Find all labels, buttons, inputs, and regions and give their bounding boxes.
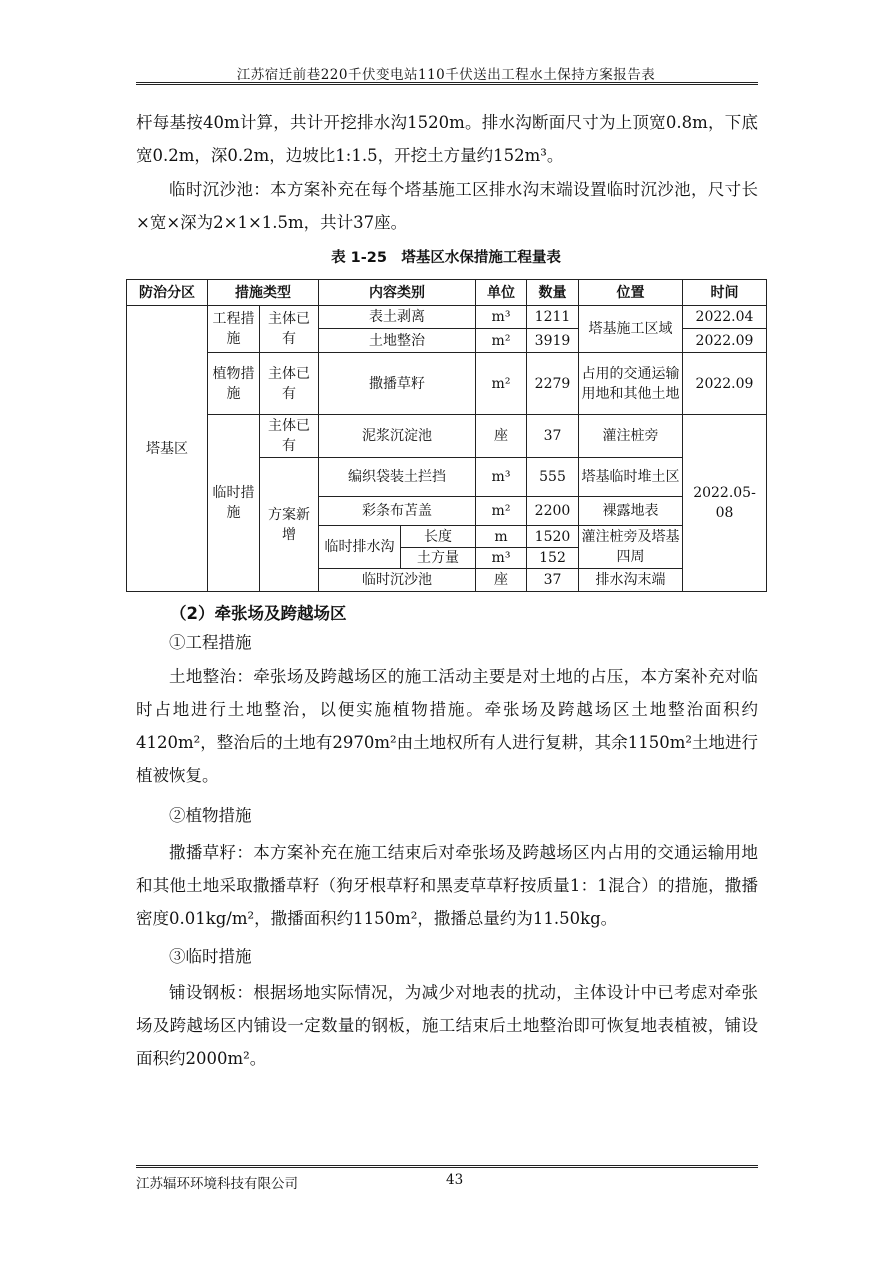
- qty-cell: 37: [527, 415, 579, 458]
- col-header-time: 时间: [683, 280, 767, 306]
- content-cell: 表土剥离: [319, 306, 476, 329]
- sub-content-cell: 土方量: [401, 548, 476, 569]
- zone-cell: 塔基区: [127, 306, 208, 592]
- category-engineering: 工程措施: [208, 306, 260, 353]
- qty-cell: 555: [527, 458, 579, 497]
- paragraph-grass-seeding: 撒播草籽：本方案补充在施工结束后对牵张场及跨越场区内占用的交通运输用地和其他土地采取撒播草籽（狗牙根草籽和黑麦草草籽按质量1：1混合）的措施，撒播密度0.01kg/m²，撒播面积约1150m²，撒播总量约为11.50kg。: [136, 843, 758, 928]
- location-cell: 占用的交通运输用地和其他土地: [579, 353, 683, 415]
- time-cell: 2022.04: [683, 306, 767, 329]
- time-cell: 2022.09: [683, 353, 767, 415]
- col-header-type: 措施类型: [208, 280, 319, 306]
- location-cell: 排水沟末端: [579, 569, 683, 592]
- footer-rule: [136, 1165, 758, 1168]
- subsection-title-plant: ②植物措施: [169, 806, 252, 825]
- category-plant: 植物措施: [208, 353, 260, 415]
- qty-cell: 2279: [527, 353, 579, 415]
- content-cell: 临时排水沟: [319, 526, 401, 569]
- category-temporary: 临时措施: [208, 415, 260, 592]
- table-row: [127, 306, 767, 329]
- col-header-unit: 单位: [476, 280, 527, 306]
- location-cell: 塔基临时堆土区: [579, 458, 683, 497]
- qty-cell: 3919: [527, 329, 579, 353]
- paragraph-steel-plates: 铺设钢板：根据场地实际情况，为减少对地表的扰动，主体设计中已考虑对牵张场及跨越场区内铺设一定数量的钢板，施工结束后土地整治即可恢复地表植被，铺设面积约2000m²。: [136, 983, 758, 1068]
- content-cell: 临时沉沙池: [319, 569, 476, 592]
- unit-cell: m³: [476, 306, 527, 329]
- subsection-title-engineering: ①工程措施: [169, 633, 252, 652]
- qty-cell: 1520: [527, 526, 579, 548]
- measures-table: [126, 279, 767, 592]
- source-existing: 主体已有: [260, 353, 319, 415]
- paragraph-drainage: 杆每基按40m计算，共计开挖排水沟1520m。排水沟断面尺寸为上顶宽0.8m，下底宽0.2m，深0.2m，边坡比1:1.5，开挖土方量约152m³。: [136, 113, 758, 165]
- location-cell: 灌注桩旁及塔基四周: [579, 526, 683, 569]
- header-title: 江苏宿迁前巷220千伏变电站110千伏送出工程水土保持方案报告表: [236, 67, 656, 83]
- table-row: [127, 353, 767, 415]
- content-cell: 土地整治: [319, 329, 476, 353]
- unit-cell: 座: [476, 569, 527, 592]
- page-number: 43: [446, 1172, 464, 1188]
- location-cell: 塔基施工区域: [579, 306, 683, 353]
- content-cell: 泥浆沉淀池: [319, 415, 476, 458]
- qty-cell: 2200: [527, 497, 579, 526]
- source-existing: 主体已有: [260, 306, 319, 353]
- header-rule: [136, 82, 758, 85]
- table-row: [127, 415, 767, 458]
- table-header-row: [127, 280, 767, 306]
- unit-cell: m²: [476, 497, 527, 526]
- paragraph-land-remediation: 土地整治：牵张场及跨越场区的施工活动主要是对土地的占压，本方案补充对临时占地进行土地整治，以便实施植物措施。牵张场及跨越场区土地整治面积约4120m²，整治后的土地有2970m²由土地权所有人进行复耕，其余1150m²土地进行植被恢复。: [136, 667, 758, 785]
- location-cell: 裸露地表: [579, 497, 683, 526]
- subsection-title-temporary: ③临时措施: [169, 947, 252, 966]
- unit-cell: m²: [476, 353, 527, 415]
- unit-cell: m²: [476, 329, 527, 353]
- unit-cell: 座: [476, 415, 527, 458]
- qty-cell: 152: [527, 548, 579, 569]
- qty-cell: 37: [527, 569, 579, 592]
- col-header-zone: 防治分区: [127, 280, 208, 306]
- content-cell: 撒播草籽: [319, 353, 476, 415]
- table-caption: 表 1-25 塔基区水保措施工程量表: [331, 250, 561, 266]
- col-header-location: 位置: [579, 280, 683, 306]
- sub-content-cell: 长度: [401, 526, 476, 548]
- content-cell: 彩条布苫盖: [319, 497, 476, 526]
- unit-cell: m³: [476, 548, 527, 569]
- footer-company: 江苏辐环环境科技有限公司: [136, 1176, 298, 1192]
- unit-cell: m: [476, 526, 527, 548]
- qty-cell: 1211: [527, 306, 579, 329]
- col-header-qty: 数量: [527, 280, 579, 306]
- time-cell: 2022.05-08: [683, 415, 767, 592]
- source-new: 方案新增: [260, 458, 319, 592]
- content-cell: 编织袋装土拦挡: [319, 458, 476, 497]
- col-header-content: 内容类别: [319, 280, 476, 306]
- section-heading: （2）牵张场及跨越场区: [170, 604, 347, 623]
- paragraph-sand-pond: 临时沉沙池：本方案补充在每个塔基施工区排水沟末端设置临时沉沙池，尺寸长×宽×深为2×1×1.5m，共计37座。: [136, 180, 758, 232]
- source-existing: 主体已有: [260, 415, 319, 458]
- unit-cell: m³: [476, 458, 527, 497]
- location-cell: 灌注桩旁: [579, 415, 683, 458]
- time-cell: 2022.09: [683, 329, 767, 353]
